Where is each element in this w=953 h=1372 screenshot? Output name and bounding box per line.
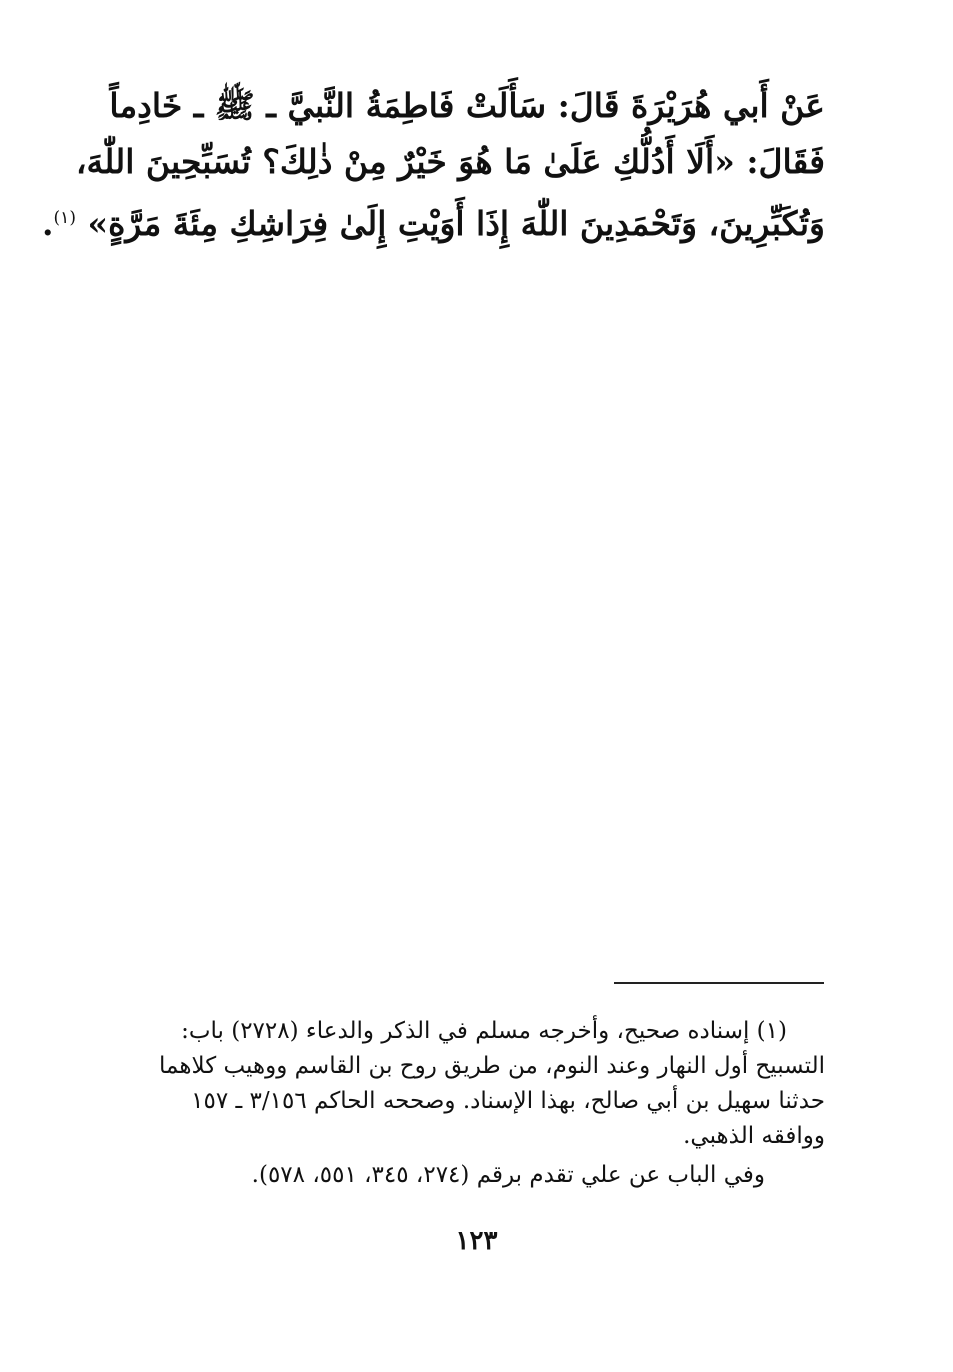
footnote-line-3: حدثنا سهيل بن أبي صالح، بهذا الإسناد. وصححه الحاكم ٣/١٥٦ ـ ١٥٧ — [191, 1088, 825, 1114]
page-number: ١٢٣ — [455, 1226, 498, 1256]
hadith-line-3-text: وَتُكَبِّرِينَ، وَتَحْمَدِينَ اللّٰهَ إِذَا أَوَيْتِ إِلَىٰ فِرَاشِكِ مِئَةَ مَرَّةٍ» — [87, 204, 825, 243]
hadith-line-2: فَقَالَ: «أَلَا أَدُلُّكِ عَلَىٰ مَا هُوَ خَيْرٌ مِنْ ذٰلِكَ؟ تُسَبِّحِينَ اللّٰهَ، — [75, 142, 825, 181]
hadith-text — [42, 78, 825, 246]
footnote-separator — [614, 982, 824, 984]
footnote-extra-line: وفي الباب عن علي تقدم برقم (٢٧٤، ٣٤٥، ٥٥١، ٥٧٨). — [251, 1162, 765, 1188]
footnote-line-4: ووافقه الذهبي. — [683, 1123, 825, 1149]
footnote-marker: (١) — [53, 208, 76, 228]
hadith-line-3 — [42, 190, 825, 246]
footnote-line-1: (١) إسناده صحيح، وأخرجه مسلم في الذكر والدعاء (٢٧٢٨) باب: — [181, 1018, 787, 1044]
end-mark: . — [42, 204, 54, 243]
hadith-line-1: عَنْ أَبي هُرَيْرَةَ قَالَ: سَأَلَتْ فَاطِمَةُ النَّبيَّ ـ ﷺ ـ خَادِماً — [109, 86, 825, 125]
footnotes-block — [125, 1014, 825, 1193]
footnote-line-2: التسبيح أول النهار وعند النوم، من طريق روح بن القاسم ووهيب كلاهما — [159, 1053, 825, 1079]
